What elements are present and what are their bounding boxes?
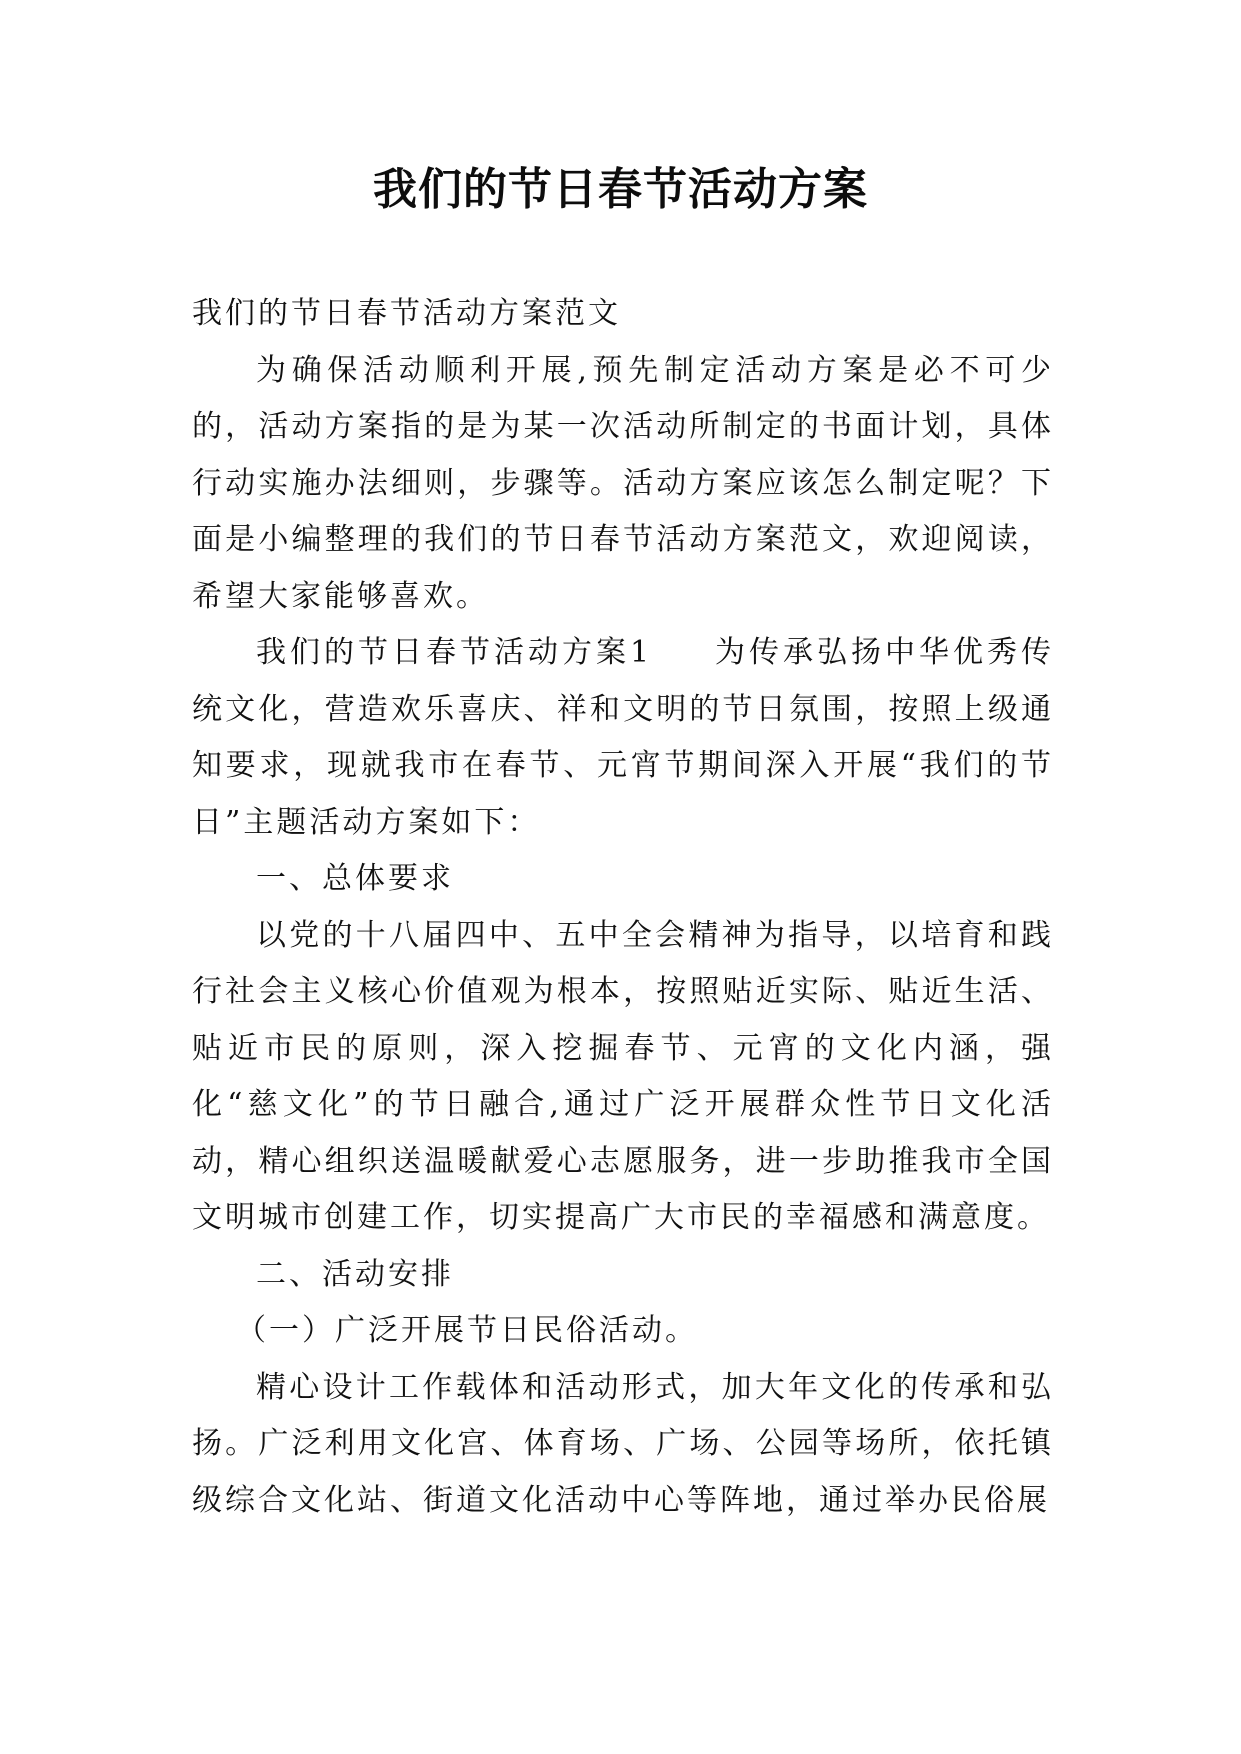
section1-paragraph: 以党的十八届四中、五中全会精神为指导，以培育和践行社会主义核心价值观为根本，按照贴近实际、贴近生活、贴近市民的原则，深入挖掘春节、元宵的文化内涵，强化“慈文化”的节日融合,通过广泛开展群众性节日文化活动，精心组织送温暖献爱心志愿服务，进一步助推我市全国文明城市创建工作，切实提高广大市民的幸福感和满意度。 xyxy=(192,917,1054,1235)
section2-heading: 二、活动安排 xyxy=(256,1256,454,1292)
plan1-paragraph xyxy=(192,625,1054,851)
sub1-heading: （一）广泛开展节日民俗活动。 xyxy=(236,1313,698,1348)
intro-paragraph: 为确保活动顺利开展,预先制定活动方案是必不可少的，活动方案指的是为某一次活动所制定的书面计划，具体行动实施办法细则，步骤等。活动方案应该怎么制定呢？下面是小编整理的我们的节日春节活动方案范文，欢迎阅读，希望大家能够喜欢。 xyxy=(192,352,1054,614)
document-title: 我们的节日春节活动方案 xyxy=(373,164,868,215)
sub1-paragraph: 精心设计工作载体和活动形式，加大年文化的传承和弘扬。广泛利用文化宫、体育场、广场、公园等场所，依托镇级综合文化站、街道文化活动中心等阵地，通过举办民俗展 xyxy=(192,1369,1054,1518)
section1-heading: 一、总体要求 xyxy=(256,861,454,896)
plan1-intro: 为传承弘扬中华优秀传统文化，营造欢乐喜庆、祥和文明的节日氛围，按照上级通知要求，现就我市在春节、元宵节期间深入开展“我们的节日”主题活动方案如下： xyxy=(192,635,1055,840)
document-body xyxy=(192,286,1054,1529)
document-subtitle: 我们的节日春节活动方案范文 xyxy=(192,296,621,331)
plan1-heading: 我们的节日春节活动方案1 xyxy=(256,635,653,670)
